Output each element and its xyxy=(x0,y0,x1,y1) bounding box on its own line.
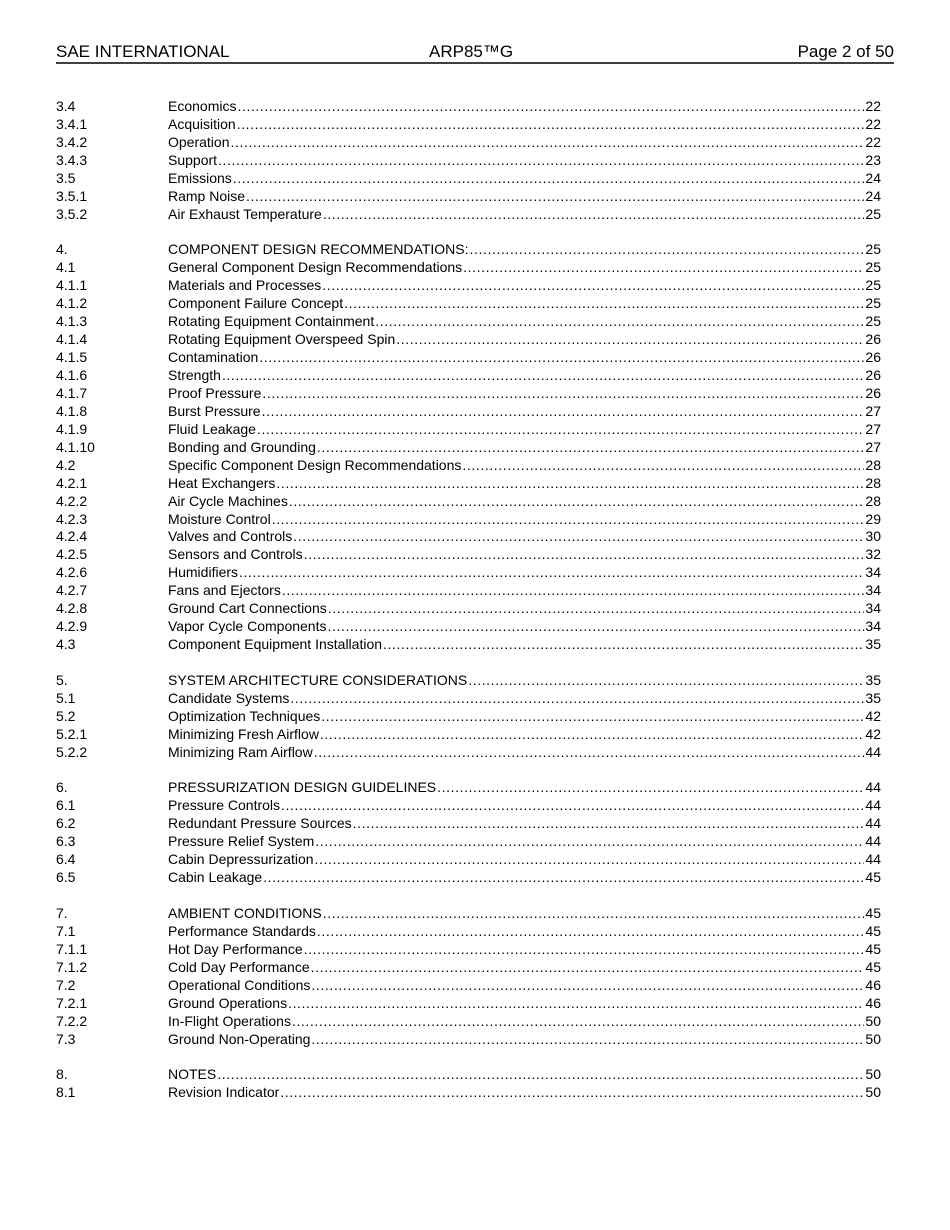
toc-entry-number: 6.4 xyxy=(56,851,76,868)
toc-entry-page[interactable]: 42 xyxy=(865,707,881,724)
toc-entry-title[interactable]: Performance Standards xyxy=(168,922,316,939)
toc-entry-number: 4.2.3 xyxy=(56,510,88,527)
toc-section-group xyxy=(56,1066,881,1102)
toc-entry-page[interactable]: 44 xyxy=(865,743,881,760)
toc-entry-title[interactable]: Proof Pressure xyxy=(168,384,262,401)
toc-entry-page[interactable]: 34 xyxy=(865,582,881,599)
toc-entry[interactable] xyxy=(56,582,881,600)
header-document-id: ARP85™G xyxy=(429,42,514,61)
dot-leader xyxy=(280,1084,864,1102)
dot-leader xyxy=(323,905,865,923)
toc-entry[interactable] xyxy=(56,815,881,833)
toc-entry[interactable] xyxy=(56,511,881,529)
toc-entry-title[interactable]: Operational Conditions xyxy=(168,976,311,993)
toc-entry-page[interactable]: 22 xyxy=(865,115,881,132)
dot-leader xyxy=(396,331,864,349)
toc-entry-number: 5.1 xyxy=(56,689,76,706)
toc-entry-page[interactable]: 50 xyxy=(865,1066,881,1083)
dot-leader xyxy=(327,618,864,636)
toc-entry-title[interactable]: Burst Pressure xyxy=(168,402,261,419)
toc-entry-title[interactable]: Emissions xyxy=(168,169,232,186)
toc-entry-number: 5. xyxy=(56,671,68,688)
toc-entry[interactable] xyxy=(56,1013,881,1031)
toc-entry-title[interactable]: Component Failure Concept xyxy=(168,295,344,312)
toc-entry-number: 6.2 xyxy=(56,815,76,832)
toc-section-group xyxy=(56,98,881,224)
toc-entry[interactable] xyxy=(56,313,881,331)
toc-entry[interactable] xyxy=(56,188,881,206)
toc-entry-page[interactable]: 28 xyxy=(865,492,881,509)
toc-entry-number: 3.4.2 xyxy=(56,133,88,150)
toc-entry-number: 3.4 xyxy=(56,98,76,114)
toc-entry-number: 3.4.1 xyxy=(56,115,88,132)
toc-entry[interactable] xyxy=(56,439,881,457)
toc-entry-title[interactable]: Minimizing Ram Airflow xyxy=(168,743,313,760)
toc-entry[interactable] xyxy=(56,349,881,367)
dot-leader xyxy=(237,98,864,116)
toc-entry-number: 4.1.4 xyxy=(56,331,88,348)
dot-leader xyxy=(468,672,864,690)
dot-leader xyxy=(239,564,864,582)
toc-entry-title[interactable]: Air Cycle Machines xyxy=(168,492,288,509)
toc-entry-title[interactable]: Vapor Cycle Components xyxy=(168,618,327,635)
toc-entry-title[interactable]: Sensors and Controls xyxy=(168,546,303,563)
dot-leader xyxy=(315,833,864,851)
toc-entry-number: 6.3 xyxy=(56,833,76,850)
toc-entry-number: 4.2.4 xyxy=(56,528,88,545)
toc-entry-number: 4.1.7 xyxy=(56,384,88,401)
toc-entry[interactable] xyxy=(56,457,881,475)
toc-entry[interactable] xyxy=(56,744,881,762)
toc-entry[interactable] xyxy=(56,941,881,959)
toc-entry-title[interactable]: Materials and Processes xyxy=(168,277,322,294)
toc-entry-page[interactable]: 45 xyxy=(865,922,881,939)
dot-leader xyxy=(272,511,865,529)
toc-entry-page[interactable]: 44 xyxy=(865,815,881,832)
toc-entry[interactable] xyxy=(56,116,881,134)
toc-entry-title[interactable]: Valves and Controls xyxy=(168,528,293,545)
toc-entry-title[interactable]: Rotating Equipment Overspeed Spin xyxy=(168,331,396,348)
toc-entry-title[interactable]: COMPONENT DESIGN RECOMMENDATIONS: xyxy=(168,241,469,258)
toc-entry[interactable] xyxy=(56,923,881,941)
toc-entry-title[interactable]: Heat Exchangers xyxy=(168,474,276,491)
toc-entry[interactable] xyxy=(56,206,881,224)
toc-entry[interactable] xyxy=(56,331,881,349)
toc-entry-title[interactable]: Specific Component Design Recommendations xyxy=(168,456,462,473)
toc-entry[interactable] xyxy=(56,869,881,887)
toc-entry-title[interactable]: Component Equipment Installation xyxy=(168,636,383,653)
page-header xyxy=(56,42,894,64)
toc-entry-number: 7.2.2 xyxy=(56,1012,88,1029)
toc-entry-page[interactable]: 24 xyxy=(865,187,881,204)
toc-entry-title[interactable]: Minimizing Fresh Airflow xyxy=(168,725,319,742)
toc-entry-page[interactable]: 25 xyxy=(865,313,881,330)
toc-entry-page[interactable]: 32 xyxy=(865,546,881,563)
toc-entry-title[interactable]: Candidate Systems xyxy=(168,689,290,706)
dot-leader xyxy=(230,134,864,152)
dot-leader xyxy=(437,779,864,797)
toc-entry-number: 7.2 xyxy=(56,976,76,993)
toc-entry[interactable] xyxy=(56,690,881,708)
dot-leader xyxy=(233,170,865,188)
toc-entry-number: 4.1.5 xyxy=(56,349,88,366)
dot-leader xyxy=(218,152,864,170)
toc-entry-page[interactable]: 25 xyxy=(865,277,881,294)
toc-entry[interactable] xyxy=(56,241,881,259)
toc-entry-title[interactable]: PRESSURIZATION DESIGN GUIDELINES xyxy=(168,779,437,796)
toc-entry[interactable] xyxy=(56,421,881,439)
toc-entry[interactable] xyxy=(56,600,881,618)
toc-entry-page[interactable]: 45 xyxy=(865,905,881,921)
toc-entry-title[interactable]: Hot Day Performance xyxy=(168,940,303,957)
dot-leader xyxy=(263,869,864,887)
toc-entry-title[interactable]: Strength xyxy=(168,367,221,384)
toc-entry[interactable] xyxy=(56,367,881,385)
toc-entry-page[interactable]: 46 xyxy=(865,976,881,993)
dot-leader xyxy=(353,815,865,833)
toc-entry-number: 4.2.5 xyxy=(56,546,88,563)
dot-leader xyxy=(344,295,864,313)
toc-entry-page[interactable]: 24 xyxy=(865,169,881,186)
toc-entry-page[interactable]: 26 xyxy=(865,349,881,366)
toc-entry-title[interactable]: Ground Operations xyxy=(168,994,288,1011)
toc-entry[interactable] xyxy=(56,385,881,403)
toc-entry-page[interactable]: 34 xyxy=(865,564,881,581)
toc-entry-number: 4.2.6 xyxy=(56,564,88,581)
dot-leader xyxy=(276,475,864,493)
toc-entry-page[interactable]: 26 xyxy=(865,331,881,348)
toc-entry-page[interactable]: 25 xyxy=(865,259,881,276)
dot-leader xyxy=(321,708,864,726)
toc-entry[interactable] xyxy=(56,170,881,188)
toc-entry-title[interactable]: Rotating Equipment Containment xyxy=(168,313,375,330)
toc-entry-number: 4.1.6 xyxy=(56,367,88,384)
toc-entry[interactable] xyxy=(56,152,881,170)
toc-entry-number: 6. xyxy=(56,779,68,796)
toc-entry-number: 7. xyxy=(56,905,68,921)
dot-leader xyxy=(282,582,865,600)
dot-leader xyxy=(257,421,864,439)
dot-leader xyxy=(304,546,865,564)
toc-entry[interactable] xyxy=(56,726,881,744)
header-organization: SAE INTERNATIONAL xyxy=(56,42,230,61)
toc-entry-title[interactable]: Economics xyxy=(168,98,237,114)
toc-entry-number: 3.5 xyxy=(56,169,76,186)
toc-entry-number: 7.3 xyxy=(56,1030,76,1047)
toc-entry[interactable] xyxy=(56,636,881,654)
toc-entry[interactable] xyxy=(56,779,881,797)
toc-entry-title[interactable]: Moisture Control xyxy=(168,510,271,527)
toc-entry-page[interactable]: 29 xyxy=(865,510,881,527)
dot-leader xyxy=(322,277,864,295)
toc-entry-number: 4.2.9 xyxy=(56,618,88,635)
dot-leader xyxy=(237,116,865,134)
toc-entry-number: 4.1.1 xyxy=(56,277,88,294)
dot-leader xyxy=(383,636,864,654)
toc-entry[interactable] xyxy=(56,98,881,116)
toc-entry-title[interactable]: Acquisition xyxy=(168,115,236,132)
dot-leader xyxy=(462,457,864,475)
toc-entry[interactable] xyxy=(56,403,881,421)
toc-entry-title[interactable]: Fluid Leakage xyxy=(168,420,256,437)
toc-entry-number: 3.5.1 xyxy=(56,187,88,204)
toc-entry-page[interactable]: 27 xyxy=(865,402,881,419)
toc-entry[interactable] xyxy=(56,1084,881,1102)
toc-entry-title[interactable]: Cabin Depressurization xyxy=(168,851,314,868)
toc-entry-title[interactable]: Revision Indicator xyxy=(168,1084,280,1101)
toc-entry[interactable] xyxy=(56,1031,881,1049)
toc-entry-page[interactable]: 50 xyxy=(865,1030,881,1047)
toc-entry-number: 6.1 xyxy=(56,797,76,814)
dot-leader xyxy=(311,959,865,977)
toc-entry[interactable] xyxy=(56,1066,881,1084)
toc-entry-page[interactable]: 35 xyxy=(865,671,881,688)
toc-entry-number: 4.2.1 xyxy=(56,474,88,491)
toc-entry-page[interactable]: 35 xyxy=(865,689,881,706)
dot-leader xyxy=(311,977,864,995)
toc-entry-title[interactable]: Ground Cart Connections xyxy=(168,600,327,617)
dot-leader xyxy=(311,1031,864,1049)
toc-entry[interactable] xyxy=(56,995,881,1013)
toc-entry[interactable] xyxy=(56,959,881,977)
toc-entry-page[interactable]: 45 xyxy=(865,869,881,886)
toc-entry[interactable] xyxy=(56,475,881,493)
toc-entry-number: 3.4.3 xyxy=(56,151,88,168)
toc-entry-page[interactable]: 34 xyxy=(865,618,881,635)
toc-entry-number: 4.1.2 xyxy=(56,295,88,312)
toc-entry-page[interactable]: 26 xyxy=(865,367,881,384)
toc-entry-page[interactable]: 30 xyxy=(865,528,881,545)
toc-entry[interactable] xyxy=(56,277,881,295)
toc-entry[interactable] xyxy=(56,833,881,851)
toc-entry[interactable] xyxy=(56,134,881,152)
toc-entry-page[interactable]: 45 xyxy=(865,958,881,975)
toc-entry[interactable] xyxy=(56,905,881,923)
toc-entry-page[interactable]: 44 xyxy=(865,833,881,850)
toc-entry-number: 5.2.1 xyxy=(56,725,88,742)
dot-leader xyxy=(375,313,864,331)
toc-entry-number: 4.1.8 xyxy=(56,402,88,419)
toc-entry-title[interactable]: Pressure Controls xyxy=(168,797,281,814)
toc-entry-number: 4.2.2 xyxy=(56,492,88,509)
toc-entry-page[interactable]: 35 xyxy=(865,636,881,653)
toc-entry-page[interactable]: 25 xyxy=(865,295,881,312)
dot-leader xyxy=(317,923,865,941)
toc-entry-title[interactable]: Optimization Techniques xyxy=(168,707,321,724)
toc-entry-page[interactable]: 50 xyxy=(865,1012,881,1029)
toc-entry-title[interactable]: Operation xyxy=(168,133,230,150)
toc-entry-title[interactable]: Air Exhaust Temperature xyxy=(168,205,322,222)
toc-entry[interactable] xyxy=(56,708,881,726)
toc-entry-number: 4.1.10 xyxy=(56,438,95,455)
toc-entry-title[interactable]: NOTES xyxy=(168,1066,217,1083)
toc-entry-number: 7.1 xyxy=(56,922,76,939)
toc-entry-page[interactable]: 50 xyxy=(865,1084,881,1101)
toc-entry-page[interactable]: 27 xyxy=(865,420,881,437)
dot-leader xyxy=(317,439,865,457)
toc-entry-number: 8. xyxy=(56,1066,68,1083)
toc-section-group xyxy=(56,672,881,762)
toc-entry-page[interactable]: 46 xyxy=(865,994,881,1011)
dot-leader xyxy=(320,726,864,744)
toc-entry-page[interactable]: 25 xyxy=(865,241,881,258)
toc-entry-number: 7.1.1 xyxy=(56,940,88,957)
toc-entry-number: 4.1.9 xyxy=(56,420,88,437)
dot-leader xyxy=(217,1066,864,1084)
dot-leader xyxy=(246,188,864,206)
toc-entry-title[interactable]: Support xyxy=(168,151,218,168)
dot-leader xyxy=(288,995,864,1013)
toc-entry-number: 8.1 xyxy=(56,1084,76,1101)
toc-entry-title[interactable]: Cold Day Performance xyxy=(168,958,310,975)
toc-entry-title[interactable]: AMBIENT CONDITIONS xyxy=(168,905,322,921)
toc-entry-number: 7.1.2 xyxy=(56,958,88,975)
toc-entry-number: 3.5.2 xyxy=(56,205,88,222)
toc-entry-number: 4.2.7 xyxy=(56,582,88,599)
toc-entry-page[interactable]: 23 xyxy=(865,151,881,168)
header-page-indicator: Page 2 of 50 xyxy=(797,42,894,61)
dot-leader xyxy=(289,493,865,511)
toc-entry-title[interactable]: General Component Design Recommendations xyxy=(168,259,463,276)
dot-leader xyxy=(304,941,865,959)
toc-entry-number: 4.2.8 xyxy=(56,600,88,617)
toc-entry-number: 7.2.1 xyxy=(56,994,88,1011)
toc-entry-title[interactable]: Pressure Relief System xyxy=(168,833,315,850)
dot-leader xyxy=(290,690,864,708)
toc-entry[interactable] xyxy=(56,546,881,564)
dot-leader xyxy=(470,241,865,259)
toc-entry-title[interactable]: Ramp Noise xyxy=(168,187,246,204)
toc-entry[interactable] xyxy=(56,528,881,546)
toc-entry-title[interactable]: Fans and Ejectors xyxy=(168,582,281,599)
toc-entry-page[interactable]: 25 xyxy=(865,205,881,222)
dot-leader xyxy=(314,744,865,762)
toc-entry-page[interactable]: 26 xyxy=(865,384,881,401)
toc-entry-page[interactable]: 28 xyxy=(865,456,881,473)
toc-entry[interactable] xyxy=(56,851,881,869)
toc-section-group xyxy=(56,905,881,1049)
dot-leader xyxy=(222,367,864,385)
toc-entry[interactable] xyxy=(56,618,881,636)
toc-entry-page[interactable]: 42 xyxy=(865,725,881,742)
toc-entry[interactable] xyxy=(56,977,881,995)
toc-entry-number: 4.1 xyxy=(56,259,76,276)
toc-entry-title[interactable]: Cabin Leakage xyxy=(168,869,263,886)
dot-leader xyxy=(328,600,865,618)
toc-entry[interactable] xyxy=(56,259,881,277)
toc-entry[interactable] xyxy=(56,672,881,690)
dot-leader xyxy=(262,385,864,403)
toc-entry-page[interactable]: 27 xyxy=(865,438,881,455)
toc-entry-title[interactable]: Humidifiers xyxy=(168,564,239,581)
toc-entry-number: 5.2.2 xyxy=(56,743,88,760)
dot-leader xyxy=(323,206,865,224)
dot-leader xyxy=(293,528,864,546)
dot-leader xyxy=(262,403,865,421)
toc-entry-page[interactable]: 22 xyxy=(865,98,881,114)
toc-entry-number: 6.5 xyxy=(56,869,76,886)
table-of-contents xyxy=(56,98,881,1120)
toc-entry-title[interactable]: Bonding and Grounding xyxy=(168,438,316,455)
dot-leader xyxy=(259,349,864,367)
toc-entry-number: 4. xyxy=(56,241,68,258)
toc-entry[interactable] xyxy=(56,493,881,511)
toc-entry-number: 4.1.3 xyxy=(56,313,88,330)
toc-entry-page[interactable]: 44 xyxy=(865,779,881,796)
toc-entry-number: 4.3 xyxy=(56,636,76,653)
toc-entry[interactable] xyxy=(56,564,881,582)
toc-entry-page[interactable]: 44 xyxy=(865,851,881,868)
dot-leader xyxy=(281,797,864,815)
dot-leader xyxy=(292,1013,864,1031)
toc-entry-title[interactable]: Contamination xyxy=(168,349,259,366)
toc-entry[interactable] xyxy=(56,295,881,313)
toc-entry-title[interactable]: Ground Non-Operating xyxy=(168,1030,311,1047)
toc-entry-page[interactable]: 22 xyxy=(865,133,881,150)
toc-entry-page[interactable]: 44 xyxy=(865,797,881,814)
toc-entry-page[interactable]: 45 xyxy=(865,940,881,957)
toc-entry-number: 5.2 xyxy=(56,707,76,724)
toc-entry-title[interactable]: Redundant Pressure Sources xyxy=(168,815,352,832)
toc-entry-title[interactable]: In-Flight Operations xyxy=(168,1012,291,1029)
toc-section-group xyxy=(56,779,881,887)
toc-entry-number: 4.2 xyxy=(56,456,76,473)
toc-section-group xyxy=(56,241,881,654)
toc-entry-title[interactable]: SYSTEM ARCHITECTURE CONSIDERATIONS xyxy=(168,671,468,688)
dot-leader xyxy=(463,259,864,277)
dot-leader xyxy=(315,851,865,869)
toc-entry-page[interactable]: 34 xyxy=(865,600,881,617)
toc-entry[interactable] xyxy=(56,797,881,815)
toc-entry-page[interactable]: 28 xyxy=(865,474,881,491)
